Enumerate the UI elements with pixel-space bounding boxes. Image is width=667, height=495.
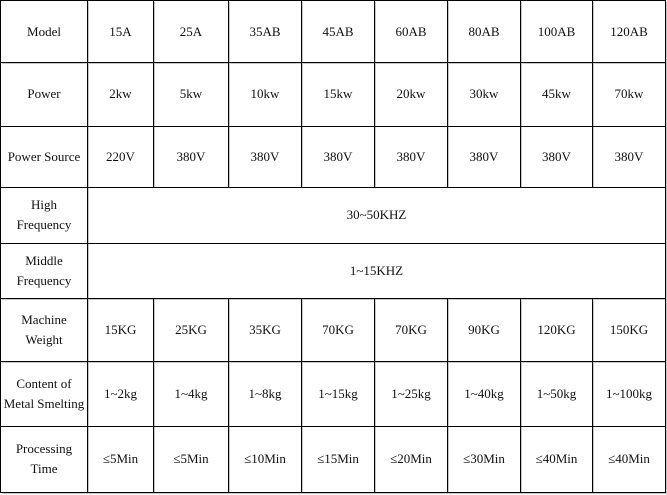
- table-row: [1, 362, 666, 426]
- table-cell: 20kw: [375, 63, 448, 126]
- row-label: Model: [1, 1, 88, 63]
- table-cell: 1~15kg: [302, 362, 375, 426]
- table-cell: 380V: [154, 126, 229, 187]
- table-row: [1, 299, 666, 362]
- table-cell: 35KG: [229, 299, 302, 362]
- table-cell: 15A: [88, 1, 154, 63]
- table-cell: 70KG: [302, 299, 375, 362]
- table-row: [1, 63, 666, 126]
- table-row: [1, 187, 666, 243]
- table-cell: 1~4kg: [154, 362, 229, 426]
- table-cell: ≤20Min: [375, 426, 448, 492]
- table-cell: ≤10Min: [229, 426, 302, 492]
- table-cell: 25KG: [154, 299, 229, 362]
- table-cell: 380V: [229, 126, 302, 187]
- table-cell: ≤30Min: [448, 426, 521, 492]
- table-cell: 2kw: [88, 63, 154, 126]
- table-cell: 380V: [448, 126, 521, 187]
- table-cell: ≤40Min: [593, 426, 666, 492]
- table-cell: 1~100kg: [593, 362, 666, 426]
- table-cell: 380V: [302, 126, 375, 187]
- table-cell: ≤15Min: [302, 426, 375, 492]
- table-cell: 70KG: [375, 299, 448, 362]
- row-label: Machine Weight: [1, 299, 88, 362]
- table-cell: 1~50kg: [521, 362, 593, 426]
- row-label: Processing Time: [1, 426, 88, 492]
- table-row: [1, 126, 666, 187]
- table-row: [1, 426, 666, 492]
- row-label: Middle Frequency: [1, 243, 88, 298]
- table-cell: 70kw: [593, 63, 666, 126]
- table-cell: ≤5Min: [88, 426, 154, 492]
- row-label: Power Source: [1, 126, 88, 187]
- row-label: High Frequency: [1, 187, 88, 243]
- merged-cell: 1~15KHZ: [88, 243, 666, 298]
- table-cell: 25A: [154, 1, 229, 63]
- table-cell: 120AB: [593, 1, 666, 63]
- merged-cell: 30~50KHZ: [88, 187, 666, 243]
- table-cell: 5kw: [154, 63, 229, 126]
- table-cell: 120KG: [521, 299, 593, 362]
- row-label: Content of Metal Smelting: [1, 362, 88, 426]
- table-cell: 380V: [375, 126, 448, 187]
- table-cell: 1~40kg: [448, 362, 521, 426]
- table-cell: 1~25kg: [375, 362, 448, 426]
- row-label: Power: [1, 63, 88, 126]
- table-cell: 1~2kg: [88, 362, 154, 426]
- table-cell: 30kw: [448, 63, 521, 126]
- table-cell: 60AB: [375, 1, 448, 63]
- table-cell: 45AB: [302, 1, 375, 63]
- table-cell: 100AB: [521, 1, 593, 63]
- table-cell: 10kw: [229, 63, 302, 126]
- table-cell: 380V: [593, 126, 666, 187]
- table-row: [1, 243, 666, 298]
- table-cell: 15kw: [302, 63, 375, 126]
- table-cell: ≤40Min: [521, 426, 593, 492]
- table-cell: 80AB: [448, 1, 521, 63]
- table-cell: 1~8kg: [229, 362, 302, 426]
- table-cell: 150KG: [593, 299, 666, 362]
- table-row: [1, 1, 666, 63]
- table-cell: 15KG: [88, 299, 154, 362]
- table-cell: ≤5Min: [154, 426, 229, 492]
- table-cell: 220V: [88, 126, 154, 187]
- table-cell: 380V: [521, 126, 593, 187]
- table-cell: 35AB: [229, 1, 302, 63]
- table-cell: 45kw: [521, 63, 593, 126]
- table-cell: 90KG: [448, 299, 521, 362]
